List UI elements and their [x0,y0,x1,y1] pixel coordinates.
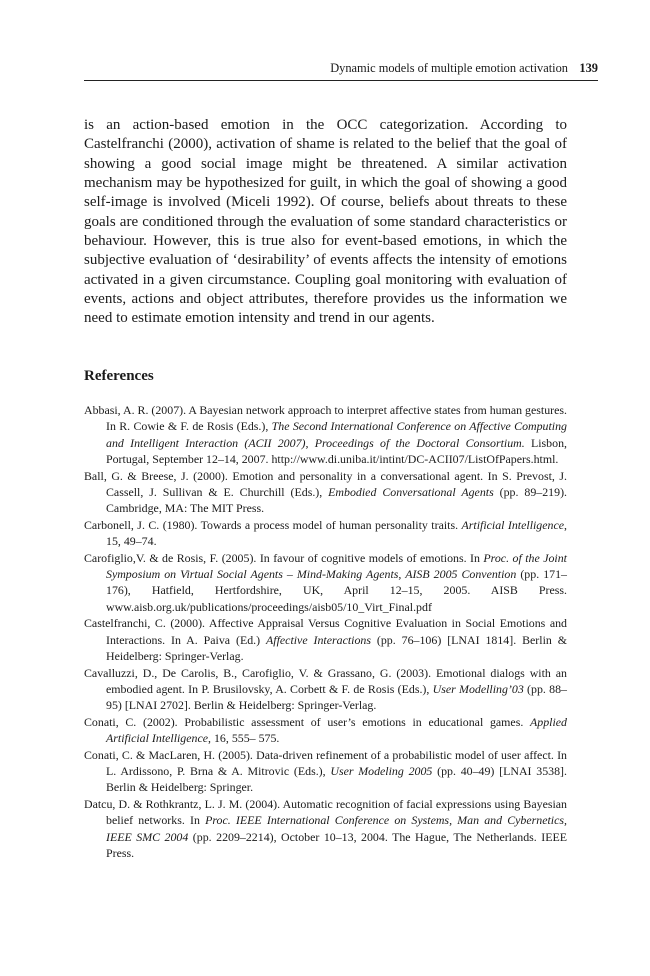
body-paragraph: is an action-based emotion in the OCC categorization. According to Castelfranchi (2000), activation of shame is related to the belief that the goal of showing a good social image might be threatened. A similar activation mechanism may be hypothesized for guilt, in which the goal of showing a good self-image is involved (Miceli 1992). Of course, beliefs about threats to these goals are conditioned through the evaluation of some standard characteristics or behaviour. However, this is true also for event-based emotions, in which the subjective evaluation of ‘desirability’ of events affects the intensity of emotions activated in a given circumstance. Coupling goal monitoring with evaluation of events, actions and object attributes, therefore provides us the information we need to estimate emotion intensity and trend in our agents. [84,117,567,327]
reference-text: (pp. 88–95) [LNAI 2702]. Berlin & Heidelberg: Springer-Verlag. [106,681,567,713]
page-header [84,60,598,81]
reference-list [84,402,567,861]
reference-text: Datcu, D. & Rothkrantz, L. J. M. (2004). Automatic recognition of facial expressions using Bayesian belief networks. In [84,796,567,828]
running-title: Dynamic models of multiple emotion activation [330,61,568,75]
reference-item [84,402,567,468]
reference-title: User Modelling’03 [432,681,524,696]
reference-title: User Modeling 2005 [330,763,433,778]
reference-item [84,747,567,796]
reference-text: Carofiglio,V. & de Rosis, F. (2005). In favour of cognitive models of emotions. In [84,550,484,565]
reference-title: Affective Interactions [266,632,371,647]
reference-text: (pp. 89–219). Cambridge, MA: The MIT Press. [106,485,568,516]
page-number: 139 [579,61,598,75]
reference-title: Artificial Intelligence [461,517,565,532]
reference-text: Ball, G. & Breese, J. (2000). Emotion and personality in a conversational agent. In S. Prevost, J. Cassell, J. Sullivan & E. Churchill (Eds.), [84,468,567,500]
reference-text: Cavalluzzi, D., De Carolis, B., Carofiglio, V. & Grassano, G. (2003). Emotional dialogs with an embodied agent. In P. Brusilovsky, A. Corbett & F. de Rosis (Eds.), [84,665,567,696]
reference-text: Lisbon, Portugal, September 12–14, 2007. http://www.di.uniba.it/intint/DC-ACII07/ListOfPapers.html. [106,435,567,467]
reference-item [84,517,567,550]
reference-item [84,550,567,616]
reference-item [84,714,567,747]
reference-item [84,796,567,862]
reference-title: Embodied Conversational Agents [328,485,494,500]
reference-text: Conati, C. & MacLaren, H. (2005). Data-driven refinement of a probabilistic model of user affect. In L. Ardissono, P. Brna & A. Mitrovic (Eds.), [84,747,567,778]
reference-item [84,468,567,517]
reference-title: The Second International Conference on Affective Computing and Intelligent Interaction (ACII 2007), Proceedings of the Doctoral Consortium. [106,419,568,450]
reference-title: Applied Artificial Intelligence [106,714,567,746]
reference-text: (pp. 76–106) [LNAI 1814]. Berlin & Heidelberg: Springer-Verlag. [106,632,567,664]
reference-text: (pp. 171–176), Hatfield, Hertfordshire, UK, April 12–15, 2005. AISB Press. www.aisb.org.uk/publications/proceedings/aisb05/10_Virt_Final.pdf [106,567,567,614]
reference-title: Proc. of the Joint Symposium on Virtual Social Agents – Mind-Making Agents, AISB 2005 Convention [106,550,567,582]
reference-item [84,615,567,664]
reference-text: , 15, 49–74. [106,517,568,549]
references-heading: References [84,368,154,384]
reference-text: Abbasi, A. R. (2007). A Bayesian network approach to interpret affective states from human gestures. In R. Cowie & F. de Rosis (Eds.), [84,403,567,434]
reference-text: Carbonell, J. C. (1980). Towards a process model of human personality traits. [84,517,462,532]
reference-text: Castelfranchi, C. (2000). Affective Appraisal Versus Cognitive Evaluation in Social Emotions and Interactions. In A. Paiva (Ed.) [84,616,567,647]
reference-item [84,665,567,714]
reference-text: , 16, 555– 575. [208,731,280,746]
reference-text: (pp. 40–49) [LNAI 3538]. Berlin & Heidelberg: Springer. [106,763,567,795]
reference-text: (pp. 2209–2214), October 10–13, 2004. The Hague, The Netherlands. IEEE Press. [106,829,567,860]
reference-title: Proc. IEEE International Conference on Systems, Man and Cybernetics, IEEE SMC 2004 [106,813,567,844]
reference-text: Conati, C. (2002). Probabilistic assessment of user’s emotions in educational games. [84,714,531,729]
